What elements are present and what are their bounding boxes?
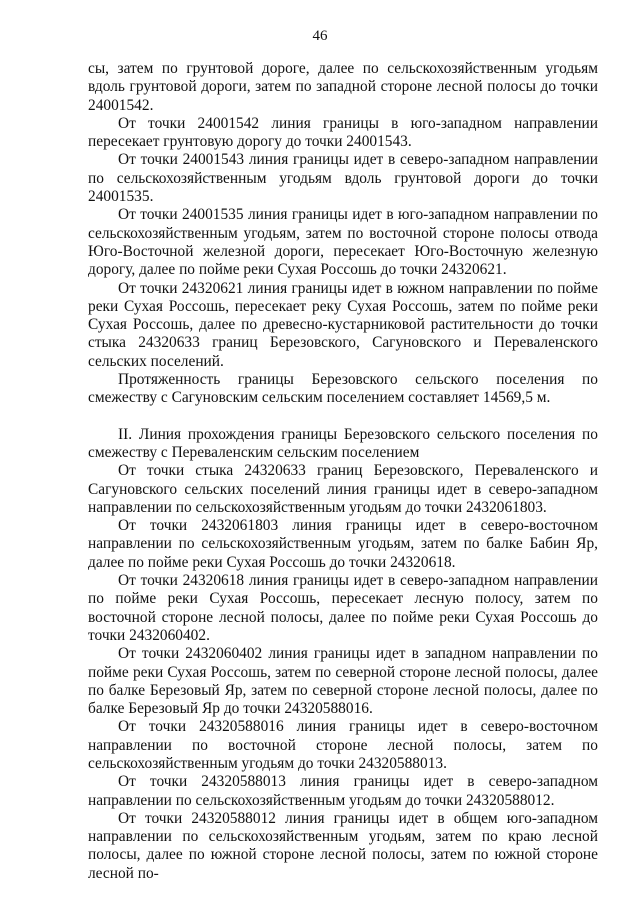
paragraph: От точки 2432060402 линия границы идет в западном направлении по пойме реки Сухая Россошь, затем по северной стороне лесной полосы, далее по балке Березовый Яр, затем по северной стороне лесной полосы, далее по балке Березовый Яр до точки 24320588016. xyxy=(88,645,598,718)
paragraph: От точки 24001535 линия границы идет в юго-западном направлении по сельскохозяйственным угодьям, затем по восточной стороне полосы отвода Юго-Восточной железной дороги, пересекает Юго-Восточную железную дорогу, далее по пойме реки Сухая Россошь до точки 24320621. xyxy=(88,206,598,279)
paragraph: От точки 24320621 линия границы идет в южном направлении по пойме реки Сухая Россошь, пересекает реку Сухая Россошь, затем по пойме реки Сухая Россошь, далее по древесно-кустарниковой растительности до точки стыка 24320633 границ Березовского, Сагуновского и Переваленского сельских поселений. xyxy=(88,279,598,370)
section-spacer xyxy=(88,408,598,426)
paragraph: От точки 2432061803 линия границы идет в северо-восточном направлении по сельскохозяйственным угодьям, затем по балке Бабин Яр, далее по пойме реки Сухая Россошь до точки 24320618. xyxy=(88,517,598,571)
document-body xyxy=(88,60,598,883)
paragraph: От точки 24001543 линия границы идет в северо-западном направлении по сельскохозяйственным угодьям вдоль грунтовой дороги до точки 24001535. xyxy=(88,151,598,206)
paragraph-continues: От точки 24320588012 линия границы идет в общем юго-западном направлении по сельскохозяйственным угодьям, затем по краю лесной полосы, далее по южной стороне лесной полосы, затем по южной стороне лесной по- xyxy=(88,809,598,882)
paragraph: От точки 24320588013 линия границы идет в северо-западном направлении по сельскохозяйственным угодьям до точки 24320588012. xyxy=(88,773,598,809)
page-number: 46 xyxy=(312,28,328,44)
paragraph-boundary-length: Протяженность границы Березовского сельского поселения по смежеству с Сагуновским сельским поселением составляет 14569,5 м. xyxy=(88,371,598,407)
section-heading: II. Линия прохождения границы Березовского сельского поселения по смежеству с Переваленским сельским поселением xyxy=(88,425,598,461)
paragraph: От точки 24320618 линия границы идет в северо-западном направлении по пойме реки Сухая Россошь, пересекает лесную полосу, затем по восточной стороне лесной полосы, далее по пойме реки Сухая Россошь до точки 2432060402. xyxy=(88,572,598,644)
paragraph: От точки 24320588016 линия границы идет в северо-восточном направлении по восточной стороне лесной полосы, затем по сельскохозяйственным угодьям до точки 24320588013. xyxy=(88,718,598,772)
paragraph: От точки стыка 24320633 границ Березовского, Переваленского и Сагуновского сельских поселений линия границы идет в северо-западном направлении по сельскохозяйственным угодьям до точки 2432061803. xyxy=(88,462,598,516)
paragraph-continuation: сы, затем по грунтовой дороге, далее по сельскохозяйственным угодьям вдоль грунтовой дороги, затем по западной стороне лесной полосы до точки 24001542. xyxy=(88,60,598,114)
paragraph: От точки 24001542 линия границы в юго-западном направлении пересекает грунтовую дорогу до точки 24001543. xyxy=(88,114,598,151)
